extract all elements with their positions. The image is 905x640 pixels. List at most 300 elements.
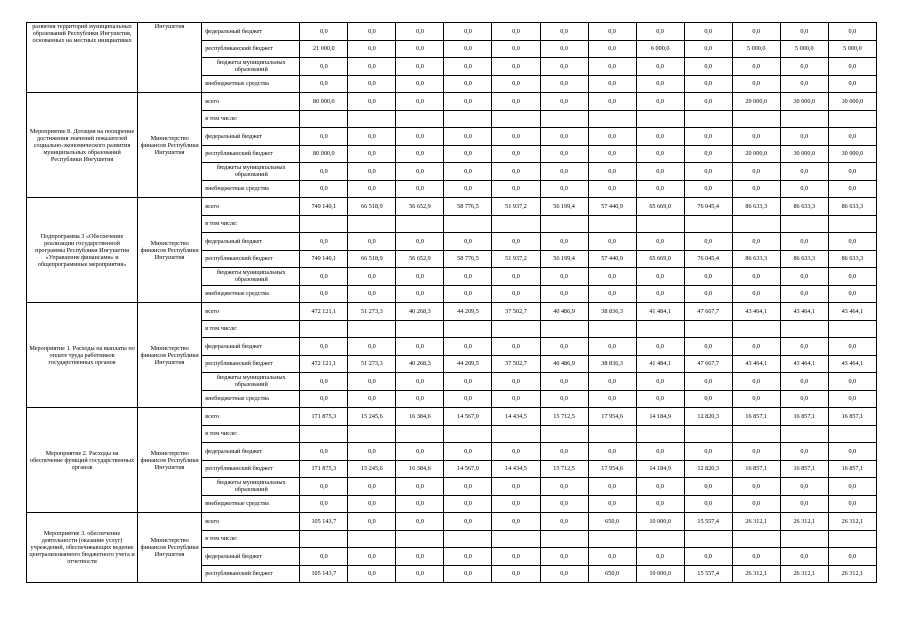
amount-cell: 0,0 — [444, 443, 492, 461]
amount-cell: 0,0 — [828, 163, 876, 181]
amount-cell: 749 140,1 — [300, 198, 348, 216]
responsible-executor-cell: Министерство финансов Республики Ингушетия — [138, 408, 202, 513]
amount-cell: 10 000,0 — [636, 513, 684, 531]
amount-cell: 0,0 — [396, 233, 444, 251]
amount-cell: 16 384,6 — [396, 460, 444, 478]
amount-cell: 86 633,3 — [828, 198, 876, 216]
amount-cell: 0,0 — [348, 495, 396, 513]
amount-cell — [444, 530, 492, 548]
amount-cell: 0,0 — [588, 338, 636, 356]
amount-cell: 0,0 — [444, 513, 492, 531]
amount-cell: 749 140,1 — [300, 250, 348, 268]
amount-cell — [780, 215, 828, 233]
amount-cell: 0,0 — [348, 233, 396, 251]
amount-cell: 0,0 — [492, 58, 540, 76]
amount-cell: 0,0 — [684, 548, 732, 566]
responsible-executor-cell: Ингушетия — [138, 23, 202, 93]
funding-source-cell: республиканский бюджет — [202, 460, 300, 478]
amount-cell — [684, 530, 732, 548]
amount-cell: 0,0 — [492, 513, 540, 531]
amount-cell: 0,0 — [828, 233, 876, 251]
amount-cell: 0,0 — [588, 128, 636, 146]
amount-cell: 0,0 — [828, 443, 876, 461]
amount-cell: 0,0 — [588, 373, 636, 391]
amount-cell — [300, 425, 348, 443]
amount-cell: 0,0 — [492, 495, 540, 513]
amount-cell: 0,0 — [348, 145, 396, 163]
amount-cell: 0,0 — [300, 233, 348, 251]
amount-cell — [444, 215, 492, 233]
amount-cell: 76 045,4 — [684, 198, 732, 216]
amount-cell: 65 669,0 — [636, 198, 684, 216]
funding-source-cell: республиканский бюджет — [202, 250, 300, 268]
amount-cell — [732, 110, 780, 128]
amount-cell: 15 557,4 — [684, 565, 732, 583]
funding-source-cell: федеральный бюджет — [202, 443, 300, 461]
amount-cell: 0,0 — [492, 548, 540, 566]
amount-cell: 0,0 — [396, 40, 444, 58]
amount-cell: 0,0 — [444, 180, 492, 198]
amount-cell: 0,0 — [396, 93, 444, 111]
responsible-executor-cell: Министерство финансов Республики Ингушетия — [138, 303, 202, 408]
amount-cell: 0,0 — [684, 285, 732, 303]
amount-cell: 0,0 — [396, 565, 444, 583]
amount-cell: 26 312,1 — [828, 513, 876, 531]
amount-cell: 0,0 — [636, 268, 684, 286]
amount-cell: 86 633,3 — [732, 198, 780, 216]
amount-cell: 0,0 — [540, 23, 588, 41]
amount-cell: 0,0 — [540, 548, 588, 566]
amount-cell: 0,0 — [444, 233, 492, 251]
amount-cell: 0,0 — [684, 23, 732, 41]
amount-cell: 0,0 — [684, 75, 732, 93]
amount-cell — [492, 215, 540, 233]
amount-cell: 6 000,0 — [636, 40, 684, 58]
amount-cell: 650,0 — [588, 565, 636, 583]
amount-cell: 10 000,0 — [636, 565, 684, 583]
amount-cell: 0,0 — [300, 373, 348, 391]
amount-cell: 0,0 — [588, 163, 636, 181]
funding-source-cell: бюджеты муниципальных образований — [202, 478, 300, 496]
amount-cell: 0,0 — [636, 373, 684, 391]
amount-cell: 0,0 — [780, 268, 828, 286]
amount-cell: 20 000,0 — [732, 145, 780, 163]
amount-cell: 20 000,0 — [732, 93, 780, 111]
amount-cell: 0,0 — [732, 285, 780, 303]
amount-cell: 14 184,9 — [636, 460, 684, 478]
amount-cell: 40 486,9 — [540, 303, 588, 321]
funding-source-cell: в том числе: — [202, 320, 300, 338]
amount-cell: 41 484,1 — [636, 303, 684, 321]
amount-cell: 0,0 — [780, 478, 828, 496]
amount-cell — [828, 215, 876, 233]
amount-cell: 0,0 — [396, 548, 444, 566]
amount-cell: 0,0 — [300, 390, 348, 408]
amount-cell: 26 312,1 — [732, 513, 780, 531]
amount-cell: 0,0 — [444, 495, 492, 513]
amount-cell: 105 143,7 — [300, 565, 348, 583]
amount-cell: 0,0 — [300, 58, 348, 76]
amount-cell: 0,0 — [636, 478, 684, 496]
amount-cell — [396, 215, 444, 233]
amount-cell: 5 000,0 — [780, 40, 828, 58]
amount-cell: 56 652,9 — [396, 250, 444, 268]
amount-cell: 0,0 — [684, 128, 732, 146]
funding-source-cell: в том числе: — [202, 215, 300, 233]
amount-cell: 0,0 — [444, 23, 492, 41]
amount-cell: 0,0 — [636, 23, 684, 41]
amount-cell — [780, 110, 828, 128]
program-name-cell: Мероприятие 8. Дотация на поощрение достижения значений показателей социально-экономического развития муниципальных образований Республики Ингушетия — [27, 93, 138, 198]
amount-cell: 0,0 — [300, 163, 348, 181]
amount-cell: 0,0 — [348, 285, 396, 303]
amount-cell: 16 857,1 — [780, 460, 828, 478]
funding-source-cell: республиканский бюджет — [202, 145, 300, 163]
amount-cell: 0,0 — [492, 373, 540, 391]
amount-cell: 0,0 — [588, 548, 636, 566]
amount-cell: 0,0 — [444, 268, 492, 286]
funding-source-cell: федеральный бюджет — [202, 338, 300, 356]
amount-cell — [300, 530, 348, 548]
amount-cell: 0,0 — [588, 75, 636, 93]
amount-cell — [540, 320, 588, 338]
amount-cell: 0,0 — [540, 58, 588, 76]
table-row — [27, 303, 877, 321]
amount-cell: 0,0 — [444, 390, 492, 408]
amount-cell: 0,0 — [588, 233, 636, 251]
table-row — [27, 198, 877, 216]
amount-cell: 0,0 — [300, 495, 348, 513]
amount-cell: 0,0 — [828, 58, 876, 76]
amount-cell: 0,0 — [588, 180, 636, 198]
amount-cell — [348, 215, 396, 233]
amount-cell: 472 121,1 — [300, 355, 348, 373]
amount-cell: 0,0 — [780, 285, 828, 303]
amount-cell: 47 667,7 — [684, 355, 732, 373]
amount-cell: 0,0 — [396, 163, 444, 181]
amount-cell: 0,0 — [636, 145, 684, 163]
amount-cell: 0,0 — [396, 373, 444, 391]
amount-cell: 0,0 — [828, 268, 876, 286]
amount-cell: 0,0 — [780, 233, 828, 251]
amount-cell: 51 273,3 — [348, 355, 396, 373]
amount-cell: 86 633,3 — [780, 250, 828, 268]
amount-cell — [444, 110, 492, 128]
amount-cell: 86 633,3 — [780, 198, 828, 216]
amount-cell — [780, 530, 828, 548]
amount-cell: 0,0 — [444, 58, 492, 76]
amount-cell: 51 937,2 — [492, 250, 540, 268]
amount-cell — [396, 110, 444, 128]
amount-cell: 0,0 — [780, 180, 828, 198]
amount-cell: 0,0 — [348, 93, 396, 111]
funding-source-cell: бюджеты муниципальных образований — [202, 373, 300, 391]
amount-cell: 0,0 — [588, 93, 636, 111]
amount-cell: 56 199,4 — [540, 198, 588, 216]
amount-cell: 0,0 — [492, 128, 540, 146]
amount-cell: 0,0 — [780, 23, 828, 41]
amount-cell: 0,0 — [684, 40, 732, 58]
amount-cell: 0,0 — [348, 180, 396, 198]
amount-cell — [588, 320, 636, 338]
amount-cell: 0,0 — [396, 180, 444, 198]
amount-cell: 26 312,1 — [780, 565, 828, 583]
amount-cell: 80 000,0 — [300, 93, 348, 111]
budget-table-body — [27, 23, 877, 583]
amount-cell: 57 440,9 — [588, 250, 636, 268]
amount-cell: 26 312,1 — [828, 565, 876, 583]
funding-source-cell: всего — [202, 303, 300, 321]
funding-source-cell: бюджеты муниципальных образований — [202, 58, 300, 76]
amount-cell: 0,0 — [444, 145, 492, 163]
amount-cell: 0,0 — [780, 58, 828, 76]
amount-cell: 0,0 — [828, 128, 876, 146]
amount-cell — [636, 110, 684, 128]
amount-cell: 37 502,7 — [492, 303, 540, 321]
amount-cell: 0,0 — [732, 548, 780, 566]
amount-cell: 0,0 — [540, 233, 588, 251]
amount-cell: 0,0 — [636, 58, 684, 76]
amount-cell: 0,0 — [396, 513, 444, 531]
amount-cell: 51 937,2 — [492, 198, 540, 216]
amount-cell: 0,0 — [444, 565, 492, 583]
amount-cell — [444, 425, 492, 443]
amount-cell — [732, 530, 780, 548]
amount-cell — [396, 320, 444, 338]
amount-cell: 0,0 — [492, 338, 540, 356]
table-row — [27, 23, 877, 41]
amount-cell — [540, 215, 588, 233]
amount-cell — [492, 530, 540, 548]
amount-cell: 38 836,3 — [588, 303, 636, 321]
amount-cell: 0,0 — [492, 163, 540, 181]
program-name-cell: Мероприятие 3. обеспечение деятельности (оказание услуг) учреждений, обеспечивающих ведение централизованного бюджетного учета и отчетности — [27, 513, 138, 583]
amount-cell: 0,0 — [396, 285, 444, 303]
amount-cell: 38 836,3 — [588, 355, 636, 373]
amount-cell — [780, 320, 828, 338]
amount-cell: 0,0 — [540, 373, 588, 391]
amount-cell: 30 000,0 — [780, 145, 828, 163]
funding-source-cell: бюджеты муниципальных образований — [202, 268, 300, 286]
amount-cell: 0,0 — [396, 23, 444, 41]
amount-cell — [588, 110, 636, 128]
amount-cell — [348, 425, 396, 443]
amount-cell: 171 875,3 — [300, 460, 348, 478]
amount-cell: 0,0 — [732, 443, 780, 461]
amount-cell: 0,0 — [732, 180, 780, 198]
amount-cell: 0,0 — [444, 75, 492, 93]
amount-cell: 0,0 — [300, 338, 348, 356]
amount-cell: 0,0 — [732, 233, 780, 251]
amount-cell: 14 567,0 — [444, 408, 492, 426]
amount-cell: 0,0 — [732, 373, 780, 391]
table-row — [27, 408, 877, 426]
table-row — [27, 93, 877, 111]
amount-cell: 0,0 — [780, 390, 828, 408]
amount-cell: 0,0 — [300, 548, 348, 566]
amount-cell: 0,0 — [684, 373, 732, 391]
funding-source-cell: внебюджетные средства — [202, 75, 300, 93]
amount-cell: 0,0 — [780, 75, 828, 93]
amount-cell: 0,0 — [636, 338, 684, 356]
amount-cell: 0,0 — [732, 128, 780, 146]
amount-cell: 57 440,9 — [588, 198, 636, 216]
amount-cell: 0,0 — [732, 58, 780, 76]
funding-source-cell: республиканский бюджет — [202, 355, 300, 373]
funding-source-cell: федеральный бюджет — [202, 548, 300, 566]
amount-cell: 0,0 — [588, 145, 636, 163]
amount-cell: 5 000,0 — [732, 40, 780, 58]
amount-cell: 0,0 — [348, 565, 396, 583]
funding-source-cell: федеральный бюджет — [202, 233, 300, 251]
amount-cell: 12 820,3 — [684, 408, 732, 426]
amount-cell: 0,0 — [540, 565, 588, 583]
amount-cell: 0,0 — [348, 23, 396, 41]
amount-cell: 0,0 — [492, 268, 540, 286]
funding-source-cell: федеральный бюджет — [202, 128, 300, 146]
amount-cell: 66 518,9 — [348, 198, 396, 216]
amount-cell: 0,0 — [444, 93, 492, 111]
amount-cell: 0,0 — [444, 128, 492, 146]
amount-cell: 0,0 — [396, 390, 444, 408]
amount-cell: 40 268,3 — [396, 303, 444, 321]
amount-cell: 0,0 — [348, 548, 396, 566]
amount-cell: 0,0 — [588, 478, 636, 496]
amount-cell: 51 273,3 — [348, 303, 396, 321]
amount-cell: 66 518,9 — [348, 250, 396, 268]
program-name-cell: развития территорий муниципальных образований Республики Ингушетия, основанных на местных инициативах — [27, 23, 138, 93]
funding-source-cell: в том числе: — [202, 110, 300, 128]
amount-cell: 0,0 — [636, 285, 684, 303]
amount-cell: 0,0 — [636, 93, 684, 111]
amount-cell: 0,0 — [636, 75, 684, 93]
amount-cell: 0,0 — [348, 75, 396, 93]
amount-cell — [636, 530, 684, 548]
amount-cell: 0,0 — [348, 40, 396, 58]
amount-cell: 0,0 — [636, 443, 684, 461]
amount-cell: 43 464,1 — [828, 355, 876, 373]
amount-cell: 650,0 — [588, 513, 636, 531]
amount-cell — [540, 425, 588, 443]
amount-cell: 0,0 — [540, 40, 588, 58]
amount-cell: 0,0 — [396, 128, 444, 146]
amount-cell: 0,0 — [828, 285, 876, 303]
amount-cell: 43 464,1 — [732, 303, 780, 321]
amount-cell: 56 199,4 — [540, 250, 588, 268]
budget-table — [26, 22, 877, 583]
amount-cell: 58 776,5 — [444, 198, 492, 216]
amount-cell: 0,0 — [588, 58, 636, 76]
funding-source-cell: бюджеты муниципальных образований — [202, 163, 300, 181]
amount-cell — [636, 425, 684, 443]
amount-cell: 0,0 — [540, 268, 588, 286]
amount-cell — [492, 320, 540, 338]
amount-cell: 43 464,1 — [780, 303, 828, 321]
amount-cell: 0,0 — [540, 338, 588, 356]
responsible-executor-cell: Министерство финансов Республики Ингушетия — [138, 198, 202, 303]
amount-cell: 0,0 — [348, 338, 396, 356]
amount-cell: 0,0 — [348, 443, 396, 461]
amount-cell — [396, 530, 444, 548]
amount-cell: 0,0 — [396, 268, 444, 286]
amount-cell: 0,0 — [780, 443, 828, 461]
amount-cell: 0,0 — [492, 390, 540, 408]
amount-cell: 30 000,0 — [780, 93, 828, 111]
funding-source-cell: республиканский бюджет — [202, 565, 300, 583]
amount-cell: 0,0 — [348, 513, 396, 531]
amount-cell: 0,0 — [732, 23, 780, 41]
amount-cell: 16 857,1 — [732, 408, 780, 426]
amount-cell: 16 857,1 — [828, 460, 876, 478]
amount-cell: 0,0 — [540, 93, 588, 111]
amount-cell: 0,0 — [444, 548, 492, 566]
amount-cell: 15 245,6 — [348, 408, 396, 426]
amount-cell: 56 652,9 — [396, 198, 444, 216]
amount-cell: 15 712,5 — [540, 460, 588, 478]
amount-cell — [348, 320, 396, 338]
amount-cell: 0,0 — [300, 128, 348, 146]
amount-cell: 0,0 — [684, 58, 732, 76]
table-row — [27, 513, 877, 531]
amount-cell: 0,0 — [588, 40, 636, 58]
amount-cell: 0,0 — [492, 478, 540, 496]
program-name-cell: Мероприятие 1. Расходы на выплаты по оплате труда работников государственных органов — [27, 303, 138, 408]
amount-cell: 0,0 — [348, 478, 396, 496]
amount-cell: 0,0 — [540, 180, 588, 198]
amount-cell: 14 184,9 — [636, 408, 684, 426]
amount-cell — [636, 215, 684, 233]
amount-cell: 14 434,5 — [492, 460, 540, 478]
amount-cell: 0,0 — [348, 128, 396, 146]
amount-cell: 12 820,3 — [684, 460, 732, 478]
amount-cell: 0,0 — [828, 75, 876, 93]
funding-source-cell: внебюджетные средства — [202, 495, 300, 513]
amount-cell: 0,0 — [636, 548, 684, 566]
amount-cell: 47 667,7 — [684, 303, 732, 321]
amount-cell: 0,0 — [492, 93, 540, 111]
amount-cell: 44 209,5 — [444, 355, 492, 373]
amount-cell: 105 143,7 — [300, 513, 348, 531]
funding-source-cell: внебюджетные средства — [202, 390, 300, 408]
amount-cell: 0,0 — [348, 390, 396, 408]
amount-cell: 0,0 — [636, 180, 684, 198]
amount-cell: 0,0 — [684, 180, 732, 198]
amount-cell: 0,0 — [540, 75, 588, 93]
amount-cell: 0,0 — [588, 268, 636, 286]
funding-source-cell: внебюджетные средства — [202, 180, 300, 198]
amount-cell: 0,0 — [540, 443, 588, 461]
amount-cell: 0,0 — [492, 443, 540, 461]
amount-cell: 86 633,3 — [828, 250, 876, 268]
amount-cell — [684, 320, 732, 338]
amount-cell: 0,0 — [588, 495, 636, 513]
amount-cell: 43 464,1 — [780, 355, 828, 373]
amount-cell: 0,0 — [636, 128, 684, 146]
amount-cell: 14 434,5 — [492, 408, 540, 426]
amount-cell: 0,0 — [492, 285, 540, 303]
amount-cell: 0,0 — [348, 373, 396, 391]
amount-cell: 80 000,0 — [300, 145, 348, 163]
amount-cell: 0,0 — [540, 128, 588, 146]
amount-cell: 0,0 — [588, 390, 636, 408]
amount-cell: 0,0 — [492, 145, 540, 163]
funding-source-cell: всего — [202, 198, 300, 216]
amount-cell — [732, 320, 780, 338]
amount-cell: 0,0 — [300, 180, 348, 198]
amount-cell: 0,0 — [300, 443, 348, 461]
amount-cell — [396, 425, 444, 443]
amount-cell — [540, 530, 588, 548]
